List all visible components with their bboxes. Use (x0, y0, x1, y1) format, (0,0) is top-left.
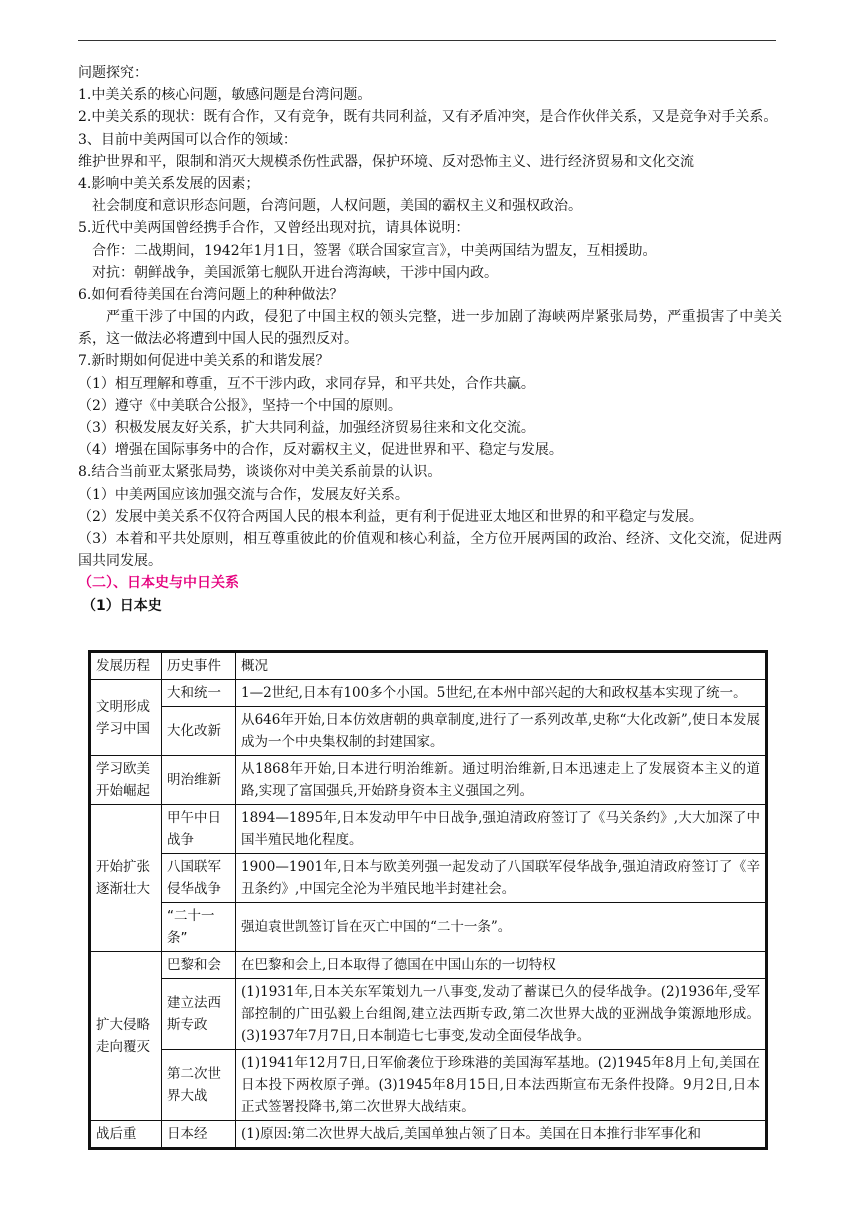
desc-cell: 1900—1901年,日本与欧美列强一起发动了八国联军侵华战争,强迫清政府签订了《辛丑条约》,中国完全沦为半殖民地半封建社会。 (236, 854, 767, 903)
desc-cell: (1)原因:第二次世界大战后,美国单独占领了日本。美国在日本推行非军事化和 (236, 1121, 767, 1149)
table-row (90, 680, 767, 707)
stage-cell: 开始扩张逐渐壮大 (90, 805, 162, 952)
table-row (90, 979, 767, 1050)
para-q5: 5.近代中美两国曾经携手合作，又曾经出现对抗，请具体说明： (78, 220, 470, 237)
table-header-row (90, 652, 767, 680)
desc-cell: 1894—1895年,日本发动甲午中日战争,强迫清政府签订了《马关条约》,大大加深了中国半殖民地化程度。 (236, 805, 767, 854)
table-row (90, 805, 767, 854)
event-cell: 大和统一 (162, 680, 236, 707)
event-cell: 明治维新 (162, 756, 236, 805)
event-cell: 建立法西斯专政 (162, 979, 236, 1050)
para-q8: 8.结合当前亚太紧张局势，谈谈你对中美关系前景的认识。 (78, 464, 442, 481)
para-q3-answer: 维护世界和平，限制和消灭大规模杀伤性武器，保护环境、反对恐怖主义、进行经济贸易和文化交流 (78, 153, 694, 170)
para-q4: 4.影响中美关系发展的因素； (78, 175, 260, 192)
table-row (90, 1121, 767, 1149)
desc-cell: 强迫袁世凯签订旨在灭亡中国的“二十一条”。 (236, 903, 767, 952)
table-row (90, 707, 767, 756)
japan-history-table (88, 650, 768, 1150)
stage-cell: 学习欧美开始崛起 (90, 756, 162, 805)
event-cell: 第二次世界大战 (162, 1050, 236, 1121)
stage-cell: 战后重 (90, 1121, 162, 1149)
header-overview: 概况 (236, 652, 767, 680)
event-cell: 日本经 (162, 1121, 236, 1149)
table-row (90, 903, 767, 952)
desc-cell: (1)1941年12月7日,日军偷袭位于珍珠港的美国海军基地。(2)1945年8月上旬,美国在日本投下两枚原子弹。(3)1945年8月15日,日本法西斯宣布无条件投降。9月2日,日本正式签署投降书,第二次世界大战结束。 (236, 1050, 767, 1121)
desc-cell: 从646年开始,日本仿效唐朝的典章制度,进行了一系列改革,史称“大化改新”,使日本发展成为一个中央集权制的封建国家。 (236, 707, 767, 756)
para-q5-cooperation: 合作：二战期间，1942年1月1日，签署《联合国家宣言》，中美两国结为盟友，互相援助。 (92, 242, 657, 259)
sub-heading: （1）日本史 (82, 597, 162, 614)
event-cell: 八国联军侵华战争 (162, 854, 236, 903)
stage-cell: 扩大侵略走向覆灭 (90, 952, 162, 1121)
para-q7-item4: （4）增强在国际事务中的合作，反对霸权主义，促进世界和平、稳定与发展。 (78, 442, 563, 459)
para-q7: 7.新时期如何促进中美关系的和谐发展？ (78, 353, 330, 370)
event-cell: 大化改新 (162, 707, 236, 756)
para-q4-answer: 社会制度和意识形态问题，台湾问题，人权问题，美国的霸权主义和强权政治。 (92, 198, 582, 215)
table-row (90, 854, 767, 903)
para-q3: 3、目前中美两国可以合作的领域： (78, 131, 297, 148)
table-row (90, 952, 767, 979)
table-row (90, 756, 767, 805)
section-heading: （二）、日本史与中日关系 (78, 575, 239, 592)
para-q7-item2: （2）遵守《中美联合公报》，坚持一个中国的原则。 (78, 397, 402, 414)
header-stage: 发展历程 (90, 652, 162, 680)
desc-cell: (1)1931年,日本关东军策划九一八事变,发动了蓄谋已久的侵华战争。(2)1936年,受军部控制的广田弘毅上台组阁,建立法西斯专政,第二次世界大战的亚洲战争策源地形成。(3)1937年7月7日,日本制造七七事变,发动全面侵华战争。 (236, 979, 767, 1050)
para-heading: 问题探究： (78, 65, 148, 81)
para-q7-item1: （1）相互理解和尊重，互不干涉内政，求同存异，和平共处，合作共赢。 (78, 375, 535, 392)
para-q8-item3: （3）本着和平共处原则，相互尊重彼此的价值观和核心利益，全方位开展两国的政治、经济、文化交流，促进两国共同发展。 (78, 530, 782, 570)
event-cell: 巴黎和会 (162, 952, 236, 979)
desc-cell: 从1868年开始,日本进行明治维新。通过明治维新,日本迅速走上了发展资本主义的道路,实现了富国强兵,开始跻身资本主义强国之列。 (236, 756, 767, 805)
para-q6-answer: 严重干涉了中国的内政，侵犯了中国主权的领头完整，进一步加剧了海峡两岸紧张局势，严重损害了中美关系，这一做法必将遭到中国人民的强烈反对。 (78, 309, 782, 348)
event-cell: 甲午中日战争 (162, 805, 236, 854)
para-q1: 1.中美关系的核心问题，敏感问题是台湾问题。 (78, 87, 372, 104)
para-q7-item3: （3）积极发展友好关系，扩大共同利益，加强经济贸易往来和文化交流。 (78, 420, 535, 437)
desc-cell: 在巴黎和会上,日本取得了德国在中国山东的一切特权 (236, 952, 767, 979)
stage-cell: 文明形成学习中国 (90, 680, 162, 756)
para-q6: 6.如何看待美国在台湾问题上的种种做法？ (78, 286, 344, 303)
desc-cell: 1—2世纪,日本有100多个小国。5世纪,在本州中部兴起的大和政权基本实现了统一。 (236, 680, 767, 707)
para-q8-item2: （2）发展中美关系不仅符合两国人民的根本利益，更有利于促进亚太地区和世界的和平稳定与发展。 (78, 508, 703, 525)
para-q5-confrontation: 对抗：朝鲜战争，美国派第七舰队开进台湾海峡，干涉中国内政。 (92, 264, 498, 281)
event-cell: “二十一条” (162, 903, 236, 952)
body-text (78, 62, 782, 617)
para-q8-item1: （1）中美两国应该加强交流与合作，发展友好关系。 (78, 486, 409, 503)
header-rule (78, 40, 776, 41)
header-event: 历史事件 (162, 652, 236, 680)
para-q2: 2.中美关系的现状：既有合作，又有竞争，既有共同利益，又有矛盾冲突，是合作伙伴关系，又是竞争对手关系。 (78, 109, 778, 126)
table-row (90, 1050, 767, 1121)
